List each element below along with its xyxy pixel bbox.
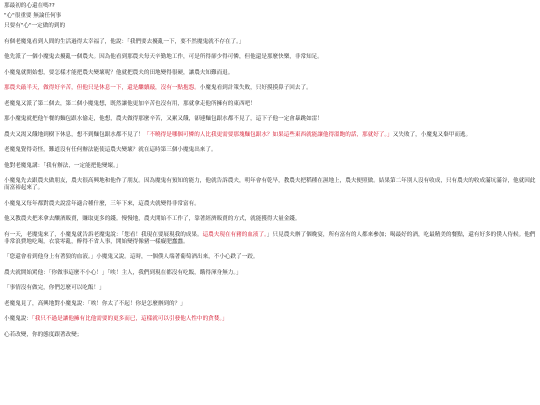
paragraph-text: 小魔鬼先去跟農夫做朋友，農夫很高興地和他作了朋友。因為魔鬼有預知的能力，他就告訴農夫，明年會有乾旱，教農夫把稻種在濕地上，農夫便照做。結果第二年別人沒有收成，只有農夫的收成滿坑滿谷，他就因此而富裕起來了。 [4,178,536,191]
paragraph [4,301,536,308]
paragraph-text: 老魔鬼又派了第二個去，第二個小魔鬼想，既然讓他更加辛苦也沒有用，那就拿走他所擁有的東西吧！ [4,100,256,107]
paragraph [4,178,536,192]
paragraph-spacer [4,92,540,101]
paragraph-text: 有一天，老魔鬼來了，小魔鬼就告訴老魔鬼說：「您看！我現在要展現我的成果。 [4,231,203,238]
paragraph-spacer [4,154,540,163]
paragraph-text: 老魔鬼見了，高興地對小魔鬼說：「唉！你太了不起！你是怎麼辦到的？」 [4,300,186,307]
paragraph-text: 小魔鬼又每年都對農夫說當年適合種什麼，三年下來，這農夫就變得非常富有。 [4,200,200,207]
paragraph-spacer [4,61,540,70]
paragraph [4,70,536,77]
paragraph-spacer [4,208,540,217]
paragraph-text: 小魔鬼看到計策失敗，只好摸摸鼻子回去了。 [199,85,312,91]
paragraph-text: 他對老魔鬼講：「我有辦法，一定能把他變壞。」 [4,162,122,169]
paragraph-text: 只要有"心"一定做的到的 [4,23,66,29]
paragraph [4,270,536,277]
paragraph [4,54,536,61]
paragraph-text: 農夫又渴又餓地到樹下休息，想不到麵包跟水都不見了！ [4,131,144,138]
paragraph [4,101,536,108]
paragraph-text: 那小魔鬼就把他午餐的麵包跟水偷走，他想，農夫做得那麼辛苦，又累又餓，卻連麵包跟水都不見了，這下子他一定會暴跳如雷！ [4,116,323,122]
paragraph-text: 老魔鬼覺得奇怪，難道沒有任何辦法能使這農夫變壞？就在這時第三個小魔鬼出來了。 [4,147,217,153]
highlighted-text: 「不曉得是哪個可憐的人比我更需要那塊麵包跟水？如果這些東西就能讓他得溫飽的話，那就好了。」 [143,131,393,138]
paragraph [4,201,536,208]
paragraph-text: 「事情沒有做完，你們怎麼可以吃飯！」 [4,285,105,291]
paragraph-spacer [4,108,540,117]
paragraph [4,3,536,10]
paragraph-text: 他又教農夫把米拿去釀酒販賣，賺取更多的錢。慢慢地，農夫開始不工作了，靠著經濟販賣的方式，就能獲得大量金錢。 [4,216,301,222]
paragraph-spacer [4,123,540,132]
paragraph-spacer [4,77,540,86]
paragraph [4,216,536,223]
paragraph-text: 又失敗了，小魔鬼又棄甲而逃。 [392,131,472,138]
paragraph-text: 小魔鬼說： [4,316,32,322]
paragraph [4,232,536,246]
paragraph [4,39,536,46]
paragraph-text: 他先派了一個小魔鬼去擾亂一個農夫。因為他看到那農夫每天辛勤地工作，可是所得卻少得可憐，但他還是那麼快樂，非常知足。 [4,54,323,60]
paragraph [4,147,536,154]
paragraph-spacer [4,46,540,55]
paragraph-spacer [4,261,540,270]
paragraph-spacer [4,170,540,179]
paragraph-spacer [4,30,540,39]
paragraph-spacer [4,223,540,232]
paragraph-spacer [4,192,540,201]
paragraph-spacer [4,246,540,255]
paragraph [4,85,536,92]
paragraph [4,13,536,20]
paragraph-text: 」只見農夫辦了個晚宴，所有富有的人都來參加；喝最好的酒，吃最精美的餐點，還有好多的僕人侍候。他們非常浪費地吃喝，衣裳零亂，醉得不省人事，開始變得像豬一樣癡肥蠢蠢。 [4,231,536,245]
paragraph-text: 「您還會看到他身上有著狼的血液。」小魔鬼又說。這時，一個僕人端著葡萄酒出來，不小心跌了一跤。 [4,254,259,260]
highlighted-text: 「我只不過是讓他擁有比他需要的更多而已，這樣就可以引發他人性中的貪婪。」 [31,316,228,322]
paragraph-spacer [4,139,540,148]
paragraph-text: 有個老魔鬼看到人間的生活過得太幸福了，他說：「我們要去擾亂一下，要不然魔鬼就不存在了。」 [4,38,245,45]
paragraph [4,23,536,30]
highlighted-text: 這農夫現在有豬的血液了。 [202,231,267,238]
paragraph-spacer [4,308,540,317]
paragraph-text: 小魔鬼就開始想，要怎樣才能把農夫變壞呢？他就把農夫的田地變得很硬，讓農夫知難而退。 [4,69,234,76]
paragraph [4,163,536,170]
paragraph [4,316,536,323]
paragraph-spacer [4,292,540,301]
paragraph-text: 心若改變，你的態度跟著改變； [4,331,83,338]
paragraph [4,132,536,139]
paragraph [4,332,536,339]
highlighted-text: 那農夫敲半天，做得好辛苦，但他只是休息一下，還是繼續敲，沒有一點抱怨。 [4,85,200,91]
paragraph [4,116,536,123]
paragraph [4,285,536,292]
paragraph-text: 那最初的心還在嗎?? [4,3,55,9]
paragraph-text: 農夫就開始罵他：「你做事這麼不小心！」「唉！主人，我們到現在都沒有吃飯，餓得渾身無力。」 [4,269,242,276]
paragraph-spacer [4,277,540,286]
paragraph-spacer [4,323,540,332]
paragraph-text: "心"很重要 無論任何事 [4,13,62,19]
paragraph [4,254,536,261]
